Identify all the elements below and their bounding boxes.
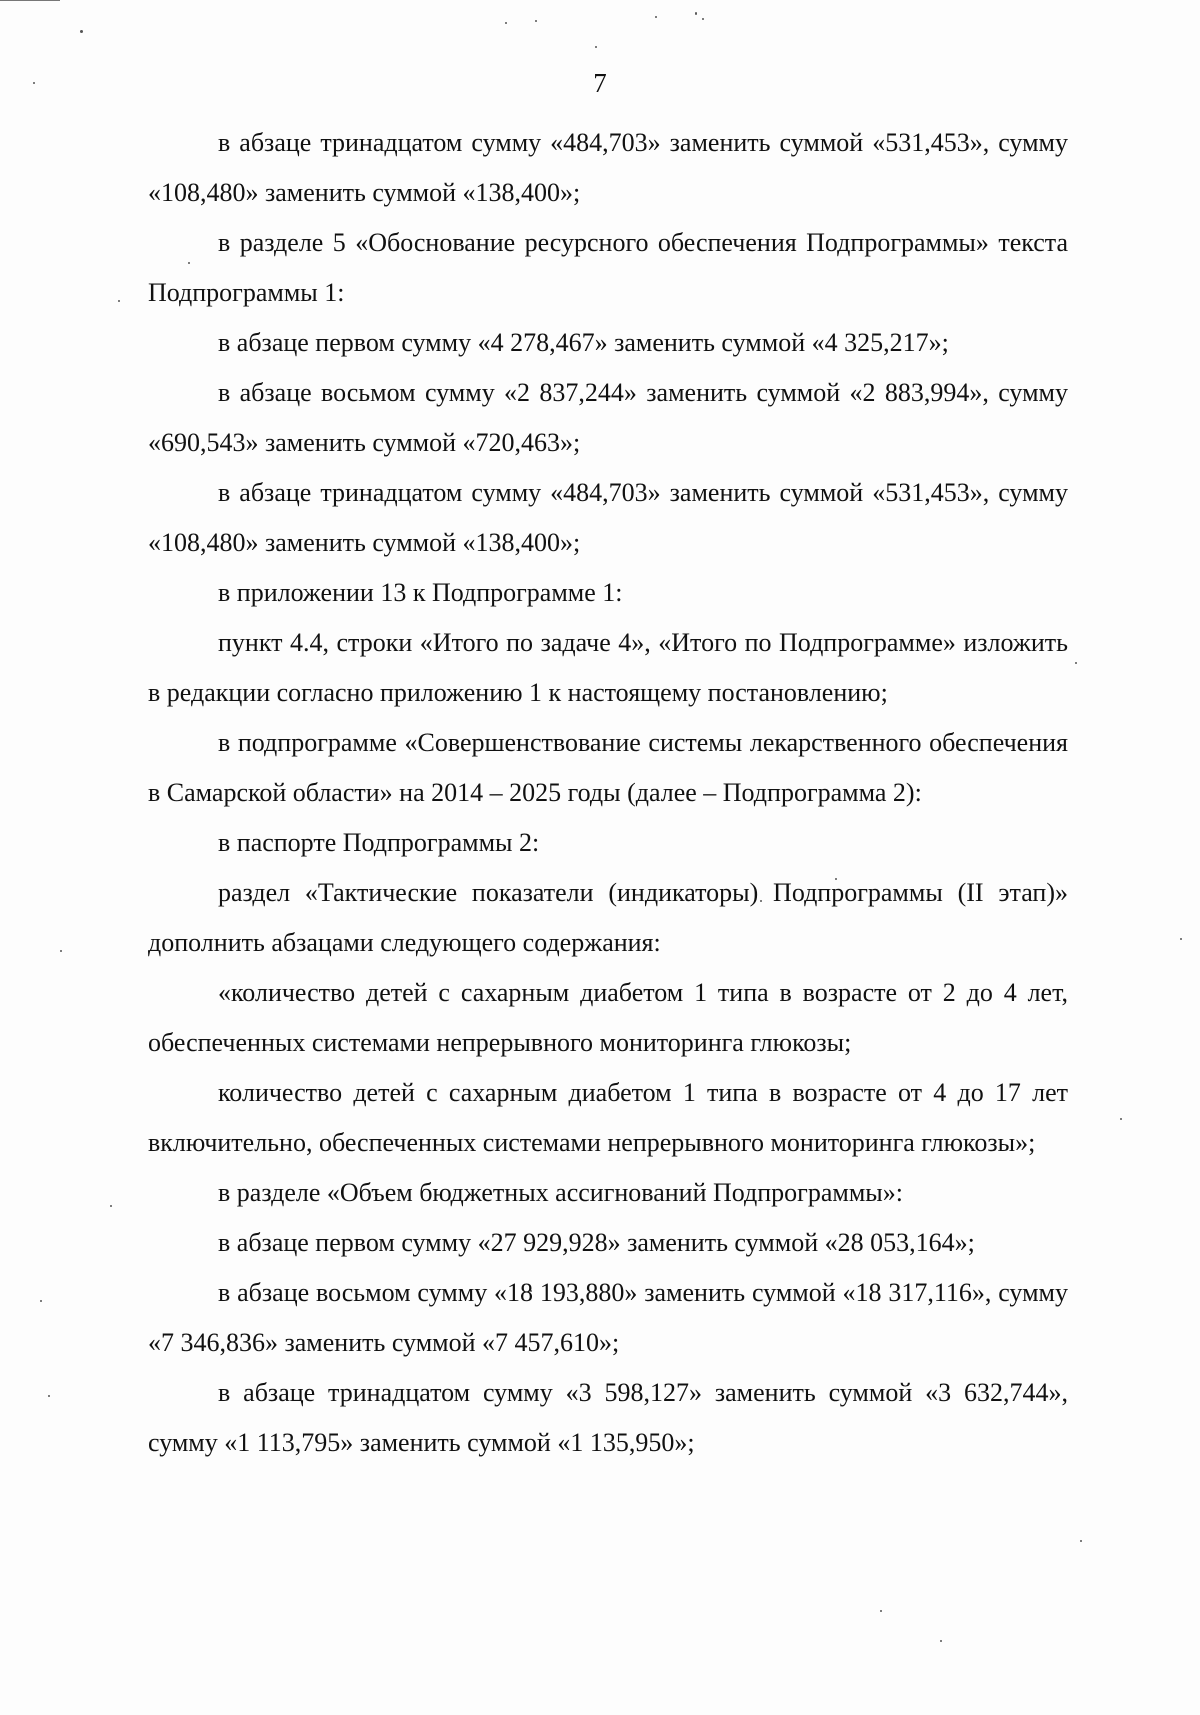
paragraph: в приложении 13 к Подпрограмме 1: xyxy=(218,578,623,607)
scan-speck xyxy=(110,1205,112,1207)
scan-speck xyxy=(1080,1540,1082,1542)
paragraph: в паспорте Подпрограммы 2: xyxy=(218,828,540,857)
scan-speck xyxy=(595,46,597,48)
scan-speck xyxy=(940,1640,942,1642)
paragraph: в разделе 5 «Обоснование ресурсного обеспечения Подпрограммы» текста Подпрограммы 1: xyxy=(148,228,1068,307)
paragraph: в абзаце тринадцатом сумму «3 598,127» заменить суммой «3 632,744», сумму «1 113,795» заменить суммой «1 135,950»; xyxy=(148,1378,1068,1457)
document-body xyxy=(148,118,1068,1468)
paragraph: в подпрограмме «Совершенствование системы лекарственного обеспечения в Самарской области» на 2014 – 2025 годы (далее – Подпрограмма 2): xyxy=(148,728,1068,807)
scan-speck xyxy=(1075,662,1077,664)
paragraph: в разделе «Объем бюджетных ассигнований Подпрограммы»: xyxy=(218,1178,903,1207)
paragraph: в абзаце тринадцатом сумму «484,703» заменить суммой «531,453», сумму «108,480» заменить суммой «138,400»; xyxy=(148,128,1068,207)
paragraph: в абзаце первом сумму «4 278,467» заменить суммой «4 325,217»; xyxy=(218,328,949,357)
scan-speck xyxy=(505,22,507,24)
scan-speck xyxy=(535,20,537,22)
paragraph: в абзаце тринадцатом сумму «484,703» заменить суммой «531,453», сумму «108,480» заменить суммой «138,400»; xyxy=(148,478,1068,557)
scan-speck xyxy=(655,16,657,18)
scan-speck xyxy=(80,30,83,33)
scan-speck xyxy=(880,1610,882,1612)
scan-speck xyxy=(40,1300,42,1302)
scan-speck xyxy=(60,950,62,952)
page-number: 7 xyxy=(593,68,607,98)
paragraph: «количество детей с сахарным диабетом 1 типа в возрасте от 2 до 4 лет, обеспеченных системами непрерывного мониторинга глюкозы; xyxy=(148,978,1068,1057)
scan-speck xyxy=(118,300,120,302)
scan-speck xyxy=(48,1395,50,1397)
scan-speck xyxy=(1120,1118,1122,1120)
paragraph: в абзаце восьмом сумму «2 837,244» заменить суммой «2 883,994», сумму «690,543» заменить суммой «720,463»; xyxy=(148,378,1068,457)
scan-speck xyxy=(695,12,697,15)
scan-speck xyxy=(1180,938,1182,940)
paragraph: в абзаце первом сумму «27 929,928» заменить суммой «28 053,164»; xyxy=(218,1228,975,1257)
paragraph: количество детей с сахарным диабетом 1 типа в возрасте от 4 до 17 лет включительно, обеспеченных системами непрерывного мониторинга глюкозы»; xyxy=(148,1078,1068,1157)
paragraph: раздел «Тактические показатели (индикаторы) Подпрограммы (II этап)» дополнить абзацами следующего содержания: xyxy=(148,878,1068,957)
scan-speck xyxy=(702,18,704,20)
paragraph: в абзаце восьмом сумму «18 193,880» заменить суммой «18 317,116», сумму «7 346,836» заменить суммой «7 457,610»; xyxy=(148,1278,1068,1357)
scan-edge-line xyxy=(0,0,60,1)
paragraph: пункт 4.4, строки «Итого по задаче 4», «Итого по Подпрограмме» изложить в редакции согласно приложению 1 к настоящему постановлению; xyxy=(148,628,1068,707)
